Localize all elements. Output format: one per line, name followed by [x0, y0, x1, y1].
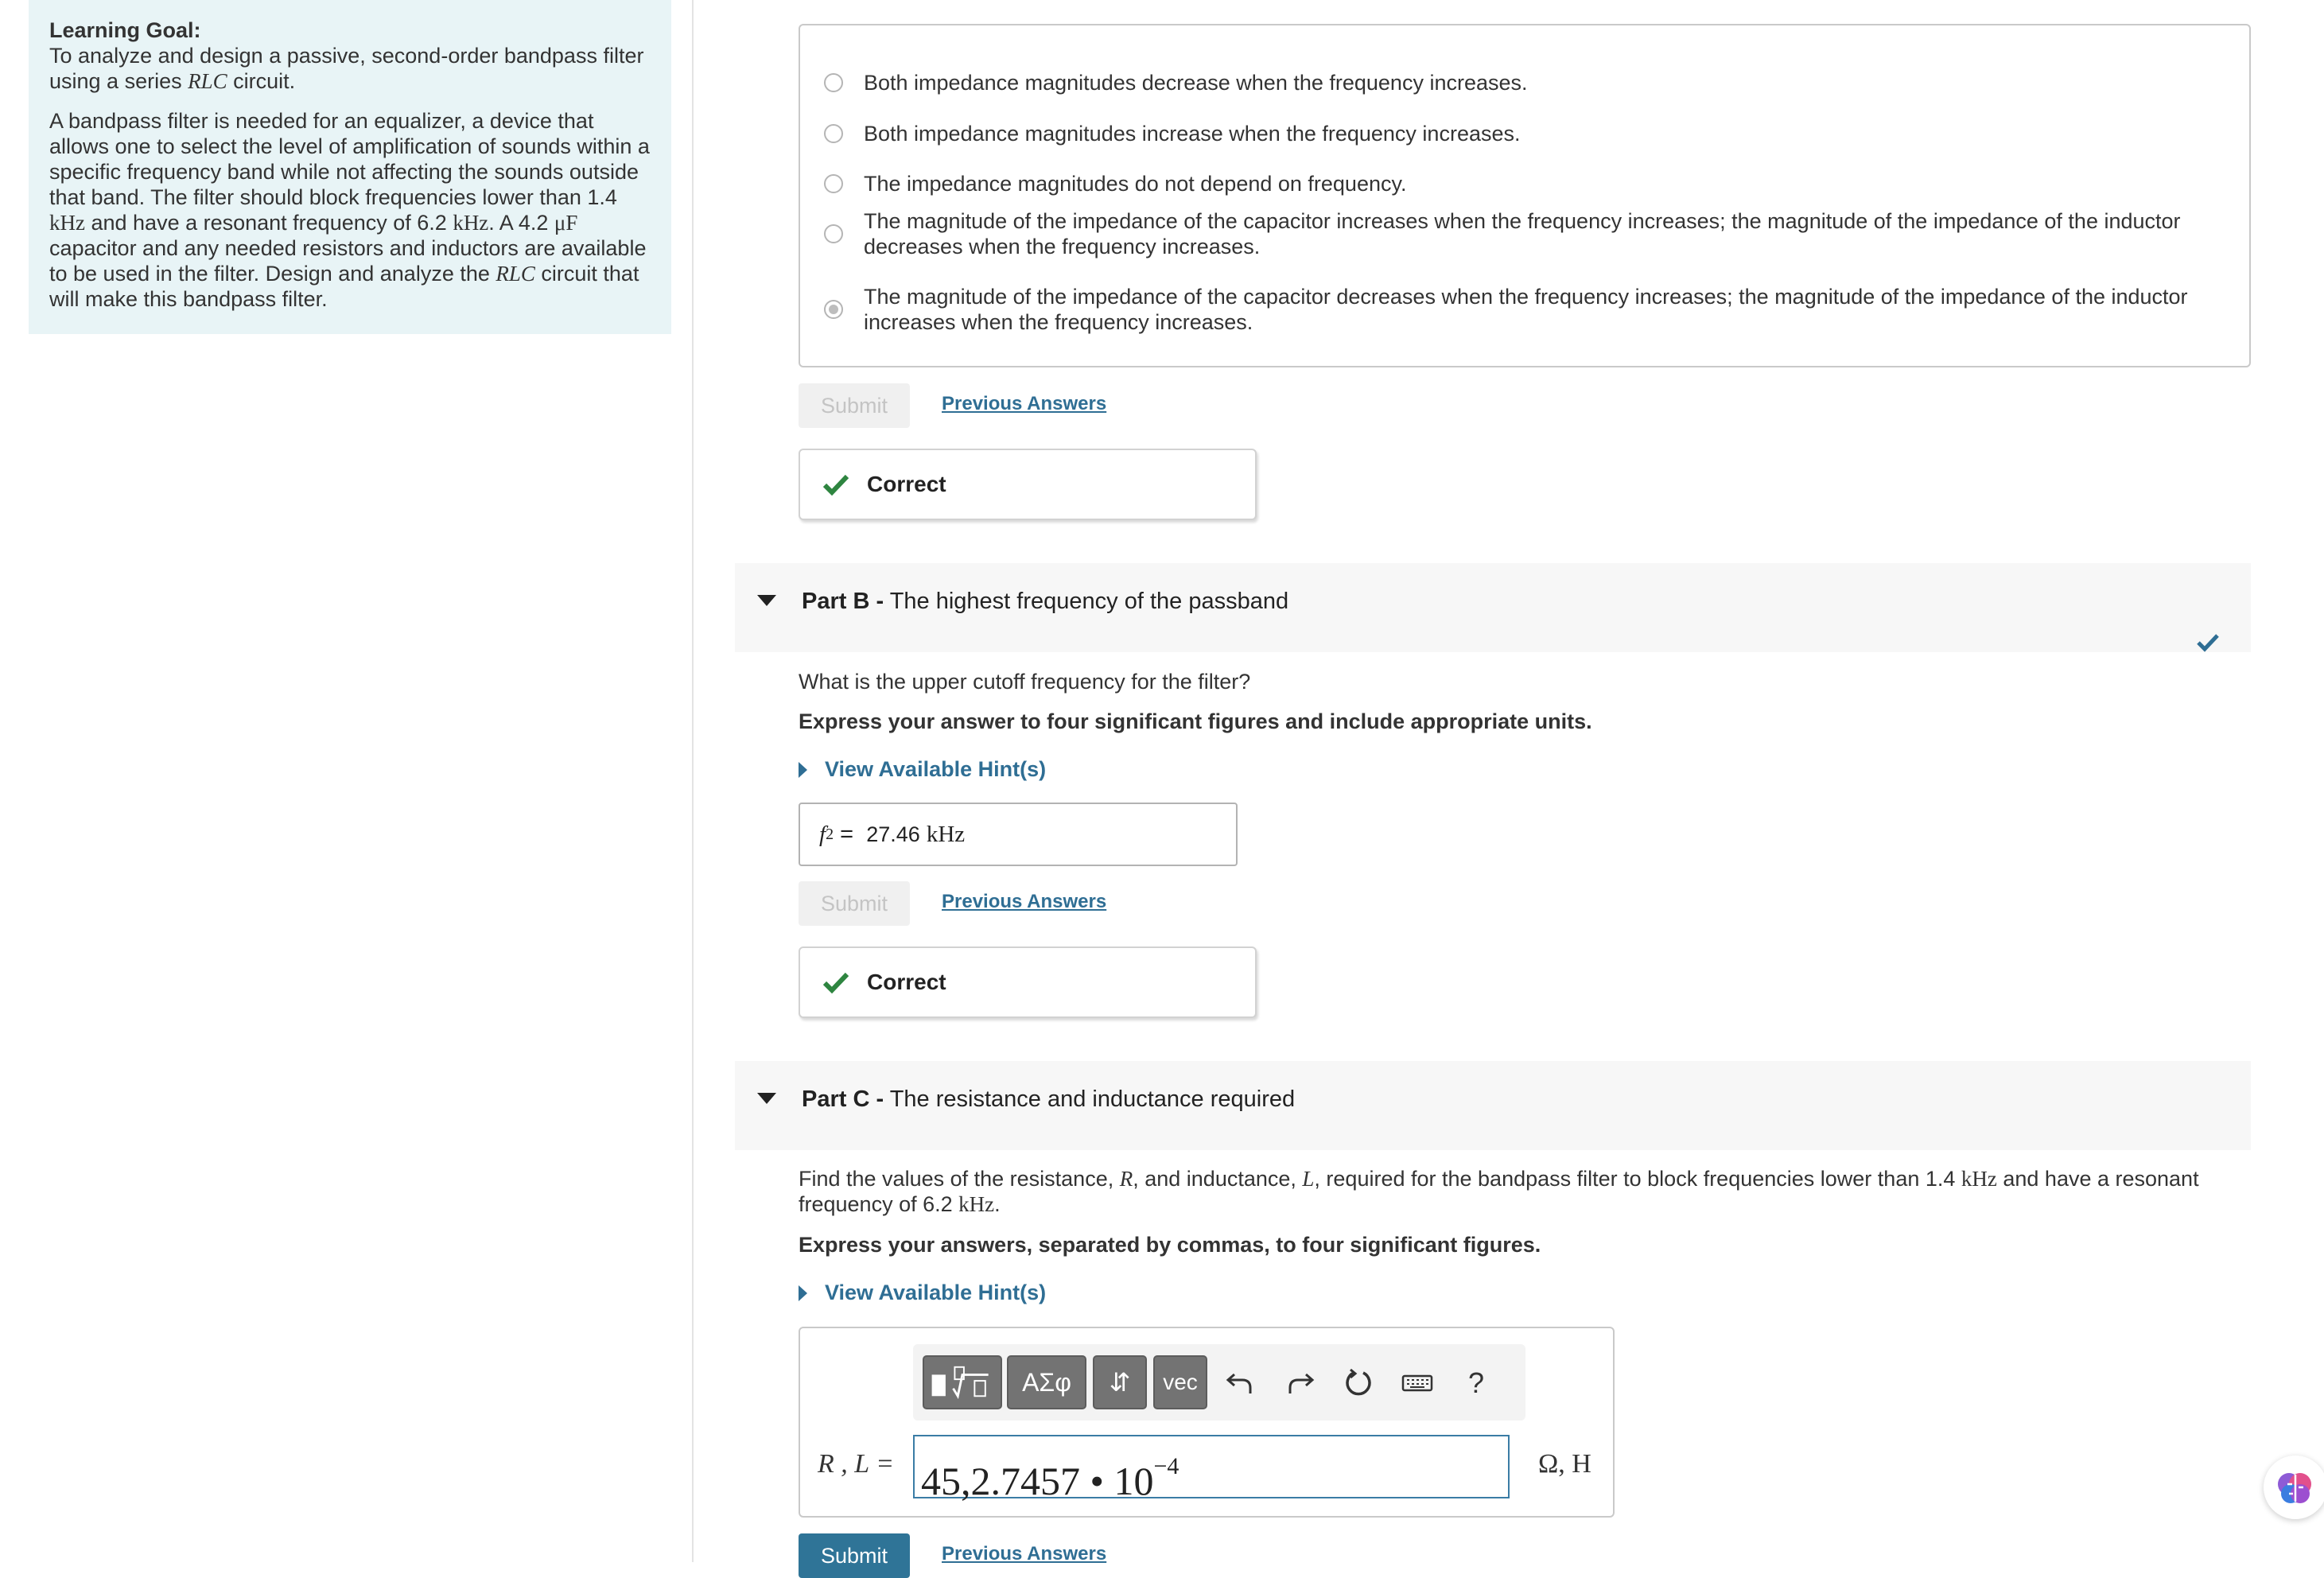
- part-a-submit-button[interactable]: Submit: [799, 383, 910, 428]
- q-part: and have a resonant frequency of 6.2: [799, 1167, 2199, 1216]
- desc-part: and have a resonant frequency of 6.2: [84, 211, 453, 235]
- part-b-hint-toggle[interactable]: [799, 757, 1046, 782]
- math-toolbar: [913, 1344, 1525, 1421]
- collapse-triangle-icon[interactable]: [757, 595, 776, 606]
- part-c-submit-button[interactable]: Submit: [799, 1533, 910, 1578]
- circuit-symbol: RLC: [496, 262, 535, 286]
- desc-part: A bandpass filter is needed for an equalizer, a device that allows one to select the level of amplification of sounds within a specific frequency band while not affecting the sounds outside that band. The filter should block frequencies lower than 1.4: [49, 109, 650, 209]
- answer-value: 27.46: [866, 822, 920, 846]
- reset-icon[interactable]: [1343, 1366, 1374, 1398]
- checkmark-icon: [822, 970, 849, 994]
- correct-label: Correct: [867, 970, 946, 994]
- fraction-root-icon: [924, 1357, 1001, 1408]
- radio-button[interactable]: [824, 174, 843, 193]
- desc-part: capacitor and any needed resistors and inductors are available to be used in the filter. Design and analyze the: [49, 236, 647, 286]
- hint-label: View Available Hint(s): [825, 757, 1047, 781]
- part-b-previous-answers-link[interactable]: Previous Answers: [942, 891, 1107, 912]
- choice-label: Both impedance magnitudes decrease when the frequency increases.: [864, 71, 1528, 95]
- q-part: , required for the bandpass filter to block frequencies lower than 1.4: [1314, 1167, 1961, 1191]
- unit-uf: μF: [554, 211, 578, 235]
- desc-part: . A 4.2: [488, 211, 554, 235]
- part-c-previous-answers-link[interactable]: Previous Answers: [942, 1543, 1107, 1564]
- part-b-title: [802, 587, 1288, 616]
- radio-button-selected[interactable]: [824, 300, 843, 319]
- assistant-brain-icon[interactable]: [2264, 1456, 2324, 1519]
- part-b-answer-display: [799, 803, 1238, 866]
- part-a-correct-feedback: [799, 449, 1257, 520]
- part-c-label: Part C -: [802, 1086, 884, 1112]
- choice-2[interactable]: [824, 121, 2192, 146]
- q-part: , and inductance,: [1133, 1167, 1303, 1191]
- correct-label: Correct: [867, 472, 946, 496]
- unit-khz: kHz: [453, 211, 489, 235]
- answer-units: Ω, H: [1538, 1449, 1591, 1479]
- part-a-choices: [799, 24, 2251, 367]
- keyboard-icon[interactable]: [1401, 1366, 1433, 1398]
- part-a-previous-answers-link[interactable]: Previous Answers: [942, 393, 1107, 414]
- choice-1[interactable]: [824, 70, 2192, 95]
- completed-check-icon: [2197, 633, 2219, 652]
- part-c-header[interactable]: [735, 1061, 2251, 1150]
- q-part: Find the values of the resistance,: [799, 1167, 1120, 1191]
- part-c-title: [802, 1085, 1295, 1114]
- redo-icon[interactable]: [1284, 1366, 1316, 1398]
- column-divider: [692, 0, 694, 1562]
- radio-button[interactable]: [824, 124, 843, 143]
- part-b-label: Part B -: [802, 589, 884, 614]
- choice-label: The magnitude of the impedance of the capacitor increases when the frequency increases; the magnitude of the impedance of the inductor decreases when the frequency increases.: [864, 209, 2181, 258]
- answer-mantissa: 45,2.7457 • 10: [921, 1459, 1154, 1503]
- part-c-answer-editor: [799, 1327, 1615, 1518]
- choice-3[interactable]: [824, 171, 2192, 196]
- radio-button[interactable]: [824, 73, 843, 92]
- part-b-instruction: Express your answer to four significant figures and include appropriate units.: [799, 709, 1592, 733]
- choice-label: The impedance magnitudes do not depend on frequency.: [864, 172, 1407, 196]
- goal-circuit-symbol: RLC: [188, 69, 227, 93]
- desc-part: circuit that will make this bandpass filter.: [49, 262, 639, 311]
- part-c-instruction: Express your answers, separated by commas, to four significant figures.: [799, 1233, 1541, 1257]
- expand-triangle-icon: [799, 762, 807, 778]
- greek-symbols-button[interactable]: ΑΣφ: [1007, 1355, 1086, 1409]
- goal-text-part: To analyze and design a passive, second-order bandpass filter using a series: [49, 44, 644, 93]
- answer-exponent: −4: [1153, 1453, 1179, 1479]
- answer-input[interactable]: [913, 1435, 1510, 1503]
- choice-4[interactable]: [824, 208, 2192, 259]
- part-c-title-text: The resistance and inductance required: [889, 1086, 1296, 1112]
- q-part: .: [994, 1192, 1001, 1216]
- part-b-correct-feedback: [799, 946, 1257, 1018]
- part-c-question: [799, 1166, 2214, 1217]
- learning-goal-heading: Learning Goal:: [49, 18, 201, 42]
- unit-khz: kHz: [958, 1192, 995, 1216]
- part-b-header[interactable]: [735, 563, 2251, 652]
- answer-unit: kHz: [926, 821, 966, 847]
- problem-description: [49, 108, 651, 312]
- equals-sign: =: [834, 821, 861, 847]
- hint-label: View Available Hint(s): [825, 1281, 1047, 1304]
- choice-label: Both impedance magnitudes increase when the frequency increases.: [864, 122, 1521, 146]
- goal-text-part: circuit.: [227, 69, 296, 93]
- help-button[interactable]: ?: [1468, 1366, 1485, 1399]
- choice-5[interactable]: [824, 284, 2192, 335]
- answer-lhs-label: R , L =: [818, 1449, 895, 1479]
- undo-icon[interactable]: [1225, 1366, 1257, 1398]
- radio-button[interactable]: [824, 224, 843, 243]
- answer-subscript: 2: [826, 825, 834, 843]
- part-b-title-text: The highest frequency of the passband: [889, 589, 1289, 614]
- collapse-triangle-icon[interactable]: [757, 1093, 776, 1104]
- learning-goal-text: [49, 43, 651, 94]
- expand-triangle-icon: [799, 1285, 807, 1301]
- unit-khz: kHz: [1961, 1167, 1997, 1191]
- unit-khz: kHz: [49, 211, 85, 235]
- var-l: L: [1302, 1167, 1315, 1191]
- templates-button[interactable]: [923, 1355, 1002, 1409]
- arrows-button[interactable]: ⇵: [1093, 1355, 1147, 1409]
- answer-variable: f: [819, 821, 826, 847]
- checkmark-icon: [822, 472, 849, 496]
- vector-button[interactable]: vec: [1153, 1355, 1207, 1409]
- var-r: R: [1119, 1167, 1133, 1191]
- part-b-question: What is the upper cutoff frequency for the filter?: [799, 670, 1251, 694]
- part-b-submit-button[interactable]: Submit: [799, 881, 910, 926]
- choice-label: The magnitude of the impedance of the capacitor decreases when the frequency increases; the magnitude of the impedance of the inductor increases when the frequency increases.: [864, 285, 2188, 334]
- part-c-hint-toggle[interactable]: [799, 1281, 1046, 1305]
- learning-goal-panel: [29, 0, 671, 334]
